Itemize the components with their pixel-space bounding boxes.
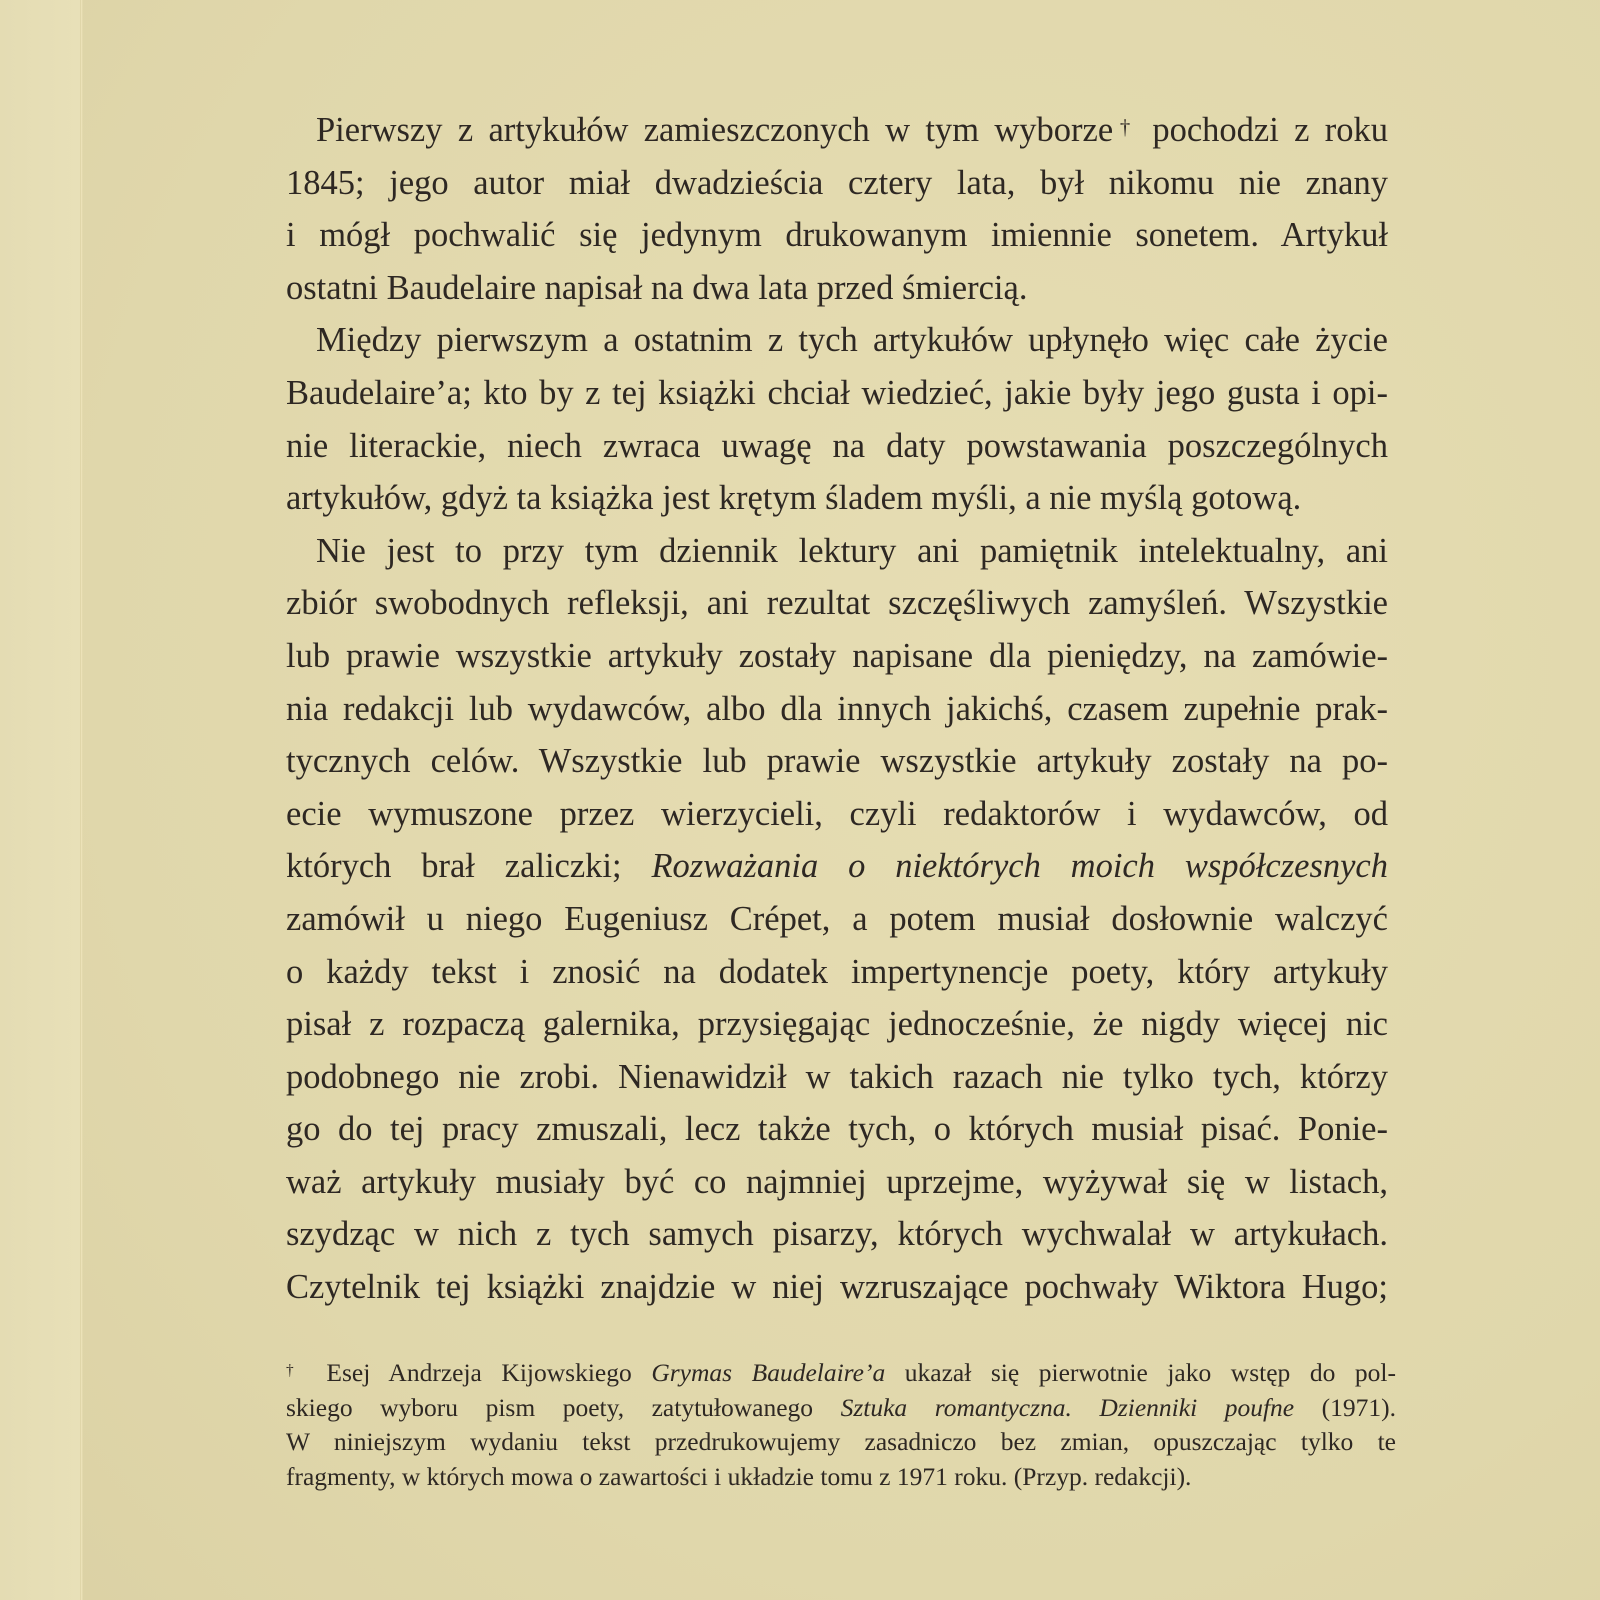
footnote: [286, 1356, 1396, 1494]
footnote-mark[interactable]: †: [1113, 117, 1137, 139]
text-span: pochodzi z roku: [1136, 111, 1389, 149]
text-line: pisał z rozpaczą galernika, przysięgając jednocześnie, że nigdy więcej nic: [286, 1005, 1388, 1044]
text-line: zamówił u niego Eugeniusz Crépet, a potem musiał dosłownie walczyć: [286, 899, 1388, 938]
footnote-line: W niniejszym wydaniu tekst przedrukowujemy zasadniczo bez zmian, opuszczając tylko te: [286, 1427, 1396, 1456]
text-span: których brał zaliczki;: [286, 847, 652, 886]
text-span: ukazał się pierwotnie jako wstęp do pol-: [885, 1358, 1396, 1387]
footnote-line: [286, 1391, 1396, 1426]
text-line: ecie wymuszone przez wierzycieli, czyli redaktorów i wydawców, od: [286, 794, 1388, 833]
text-line: nie literackie, niech zwraca uwagę na daty powstawania poszczególnych: [286, 426, 1388, 465]
text-line: szydząc w nich z tych samych pisarzy, których wychwalał w artykułach.: [286, 1215, 1388, 1254]
text-line: Baudelaire’a; kto by z tej książki chciał wiedzieć, jakie były jego gusta i opi-: [286, 373, 1388, 412]
text-line: Nie jest to przy tym dziennik lektury ani pamiętnik intelektualny, ani: [316, 531, 1388, 570]
text-line: waż artykuły musiały być co najmniej uprzejme, wyżywał się w listach,: [286, 1162, 1388, 1201]
text-line: podobnego nie zrobi. Nienawidził w takich razach nie tylko tych, którzy: [286, 1057, 1388, 1096]
footnote-line: fragmenty, w których mowa o zawartości i układzie tomu z 1971 roku. (Przyp. redakcji).: [286, 1461, 1192, 1491]
paragraph-3: [286, 525, 1388, 1314]
text-line: ostatni Baudelaire napisał na dwa lata przed śmiercią.: [286, 268, 1028, 307]
paragraph-2: [286, 314, 1388, 524]
text-span: Esej Andrzeja Kijowskiego: [306, 1358, 652, 1387]
body-text: [286, 104, 1388, 1314]
text-line: i mógł pochwalić się jedynym drukowanym imiennie sonetem. Artykuł: [286, 216, 1388, 255]
text-line: Czytelnik tej książki znajdzie w niej wzruszające pochwały Wiktora Hugo;: [286, 1268, 1388, 1307]
text-line: [286, 104, 1388, 157]
text-line: o każdy tekst i znosić na dodatek impertynencje poety, który artykuły: [286, 952, 1388, 991]
paragraph-1: [286, 104, 1388, 314]
text-line: nia redakcji lub wydawców, albo dla innych jakichś, czasem zupełnie prak-: [286, 689, 1388, 728]
italic-title: Sztuka romantyczna. Dzienniki poufne: [840, 1392, 1295, 1422]
text-line: artykułów, gdyż ta książka jest krętym śladem myśli, a nie myślą gotową.: [286, 479, 1302, 518]
adjacent-page-edge: [0, 0, 82, 1600]
text-span: Pierwszy z artykułów zamieszczonych w tym wyborze: [316, 111, 1114, 149]
footnote-mark: †: [286, 1362, 307, 1379]
text-line: lub prawie wszystkie artykuły zostały napisane dla pieniędzy, na zamówie-: [286, 636, 1388, 675]
italic-title: Rozważania o niektórych moich współczesnych: [651, 847, 1388, 886]
text-line: [286, 840, 1388, 893]
text-line: zbiór swobodnych refleksji, ani rezultat szczęśliwych zamyśleń. Wszystkie: [286, 584, 1388, 623]
text-line: go do tej pracy zmuszali, lecz także tych, o których musiał pisać. Ponie-: [286, 1110, 1388, 1149]
text-span: skiego wyboru pism poety, zatytułowanego: [286, 1392, 841, 1422]
text-line: 1845; jego autor miał dwadzieścia cztery lata, był nikomu nie znany: [286, 163, 1388, 202]
text-line: Między pierwszym a ostatnim z tych artykułów upłynęło więc całe życie: [316, 321, 1388, 360]
italic-title: Grymas Baudelaire’a: [651, 1358, 886, 1387]
footnote-line: [286, 1356, 1396, 1391]
text-span: (1971).: [1294, 1392, 1397, 1422]
text-line: tycznych celów. Wszystkie lub prawie wszystkie artykuły zostały na po-: [286, 742, 1388, 781]
